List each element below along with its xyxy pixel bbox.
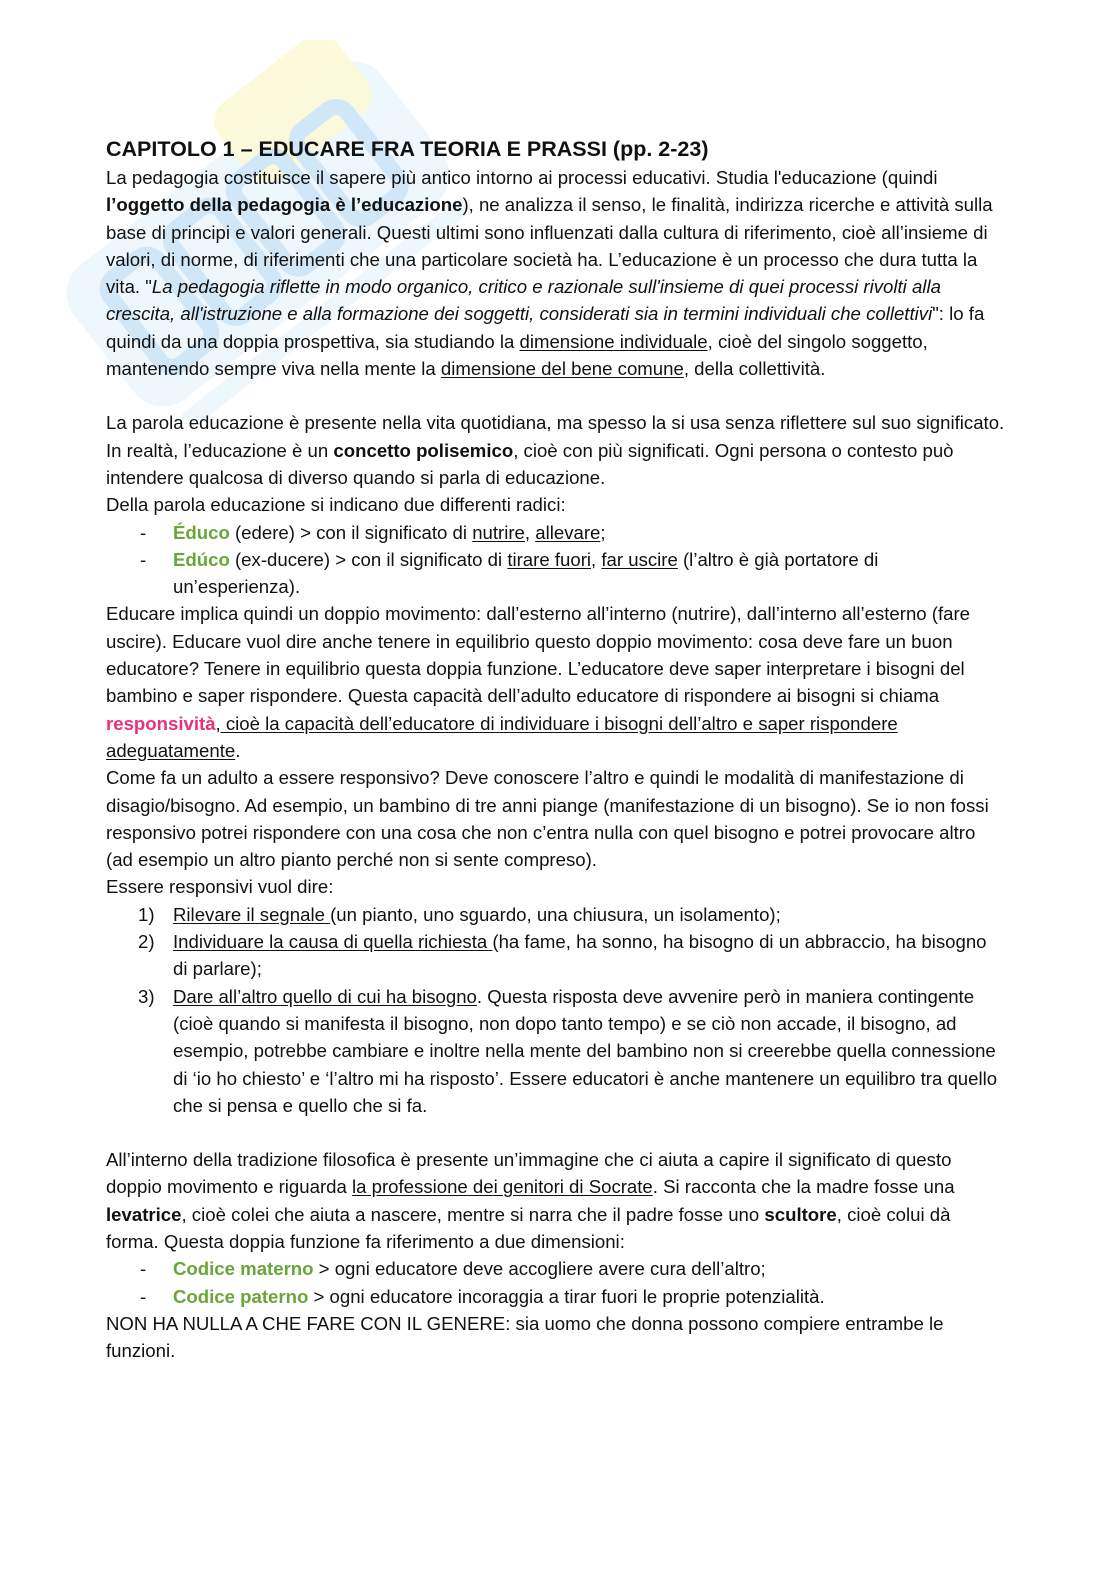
paragraph-socrate xyxy=(106,1146,1006,1255)
list-item xyxy=(106,546,1006,601)
text: . Si racconta che la madre fosse una xyxy=(652,1176,955,1198)
underlined-text: tirare fuori xyxy=(507,548,592,570)
text: (un pianto, uno sguardo, una chiusura, un isolamento); xyxy=(330,903,781,925)
italic-quote: La pedagogia riflette in modo organico, critico e razionale sull'insieme di quei processi rivolti alla crescita, all'istruzione e alla formazione dei soggetti, considerati sia in termini individuali che collettivi xyxy=(106,276,941,325)
list-marker: - xyxy=(140,1285,147,1307)
underlined-text: Dare all’altro quello di cui ha bisogno xyxy=(173,985,477,1007)
text: , cioè del singolo soggetto, mantenendo sempre viva nella mente la xyxy=(106,330,928,380)
steps-list xyxy=(106,901,1006,1119)
underlined-text: Individuare la causa di quella richiesta xyxy=(173,931,493,953)
paragraph-genere: NON HA NULLA A CHE FARE CON IL GENERE: sia uomo che donna possono compiere entrambe le funzioni. xyxy=(106,1312,944,1362)
text: . xyxy=(235,739,241,761)
highlight-term: Codice materno xyxy=(173,1258,314,1280)
text: Educare implica quindi un doppio movimento: dall’esterno all’interno (nutrire), dall’interno all’esterno (fare uscire). Educare vuol dire anche tenere in equilibrio questo doppio movimento: cosa deve fare un buon educatore? Tenere in equilibrio questa doppia funzione. L’educatore deve saper interpretare i bisogni del bambino e saper rispondere. Questa capacità dell’adulto educatore di rispondere ai bisogni si chiama xyxy=(106,603,971,707)
underlined-text: dimensione del bene comune xyxy=(440,358,684,380)
highlight-term: Edúco xyxy=(173,548,230,570)
bold-text: levatrice xyxy=(106,1203,182,1225)
chapter-title: CAPITOLO 1 – EDUCARE FRA TEORIA E PRASSI (pp. 2-23) xyxy=(106,137,709,161)
text: , cioè con più significati. Ogni persona o contesto può intendere qualcosa di diverso quando si parla di educazione. xyxy=(106,439,954,488)
list-item xyxy=(106,1283,1006,1310)
text: , cioè colei che aiuta a nascere, mentre si narra che il padre fosse uno xyxy=(181,1203,765,1225)
bold-text: scultore xyxy=(764,1203,837,1225)
underlined-text: , cioè la capacità dell’educatore di individuare i bisogni dell’altro e saper rispondere adeguatamente xyxy=(106,712,898,761)
text: > ogni educatore deve accogliere avere cura dell’altro; xyxy=(313,1258,766,1280)
highlight-term: Codice paterno xyxy=(173,1285,309,1307)
text: , xyxy=(524,521,536,543)
text: ": lo fa quindi da una doppia prospettiva, sia studiando la xyxy=(106,303,985,352)
list-item xyxy=(106,1255,1006,1282)
text: (ha fame, ha sonno, ha bisogno di un abbraccio, ha bisogno di parlare); xyxy=(173,931,987,980)
list-marker: 1) xyxy=(138,903,155,925)
list-marker: - xyxy=(140,548,147,570)
text: La pedagogia costituisce il sapere più antico intorno ai processi educativi. Studia l'educazione (quindi xyxy=(106,167,938,188)
paragraph-radici: Della parola educazione si indicano due differenti radici: xyxy=(106,494,566,516)
underlined-text: nutrire xyxy=(472,521,525,543)
underlined-text: dimensione individuale xyxy=(519,330,708,352)
highlight-term: Éduco xyxy=(173,521,230,543)
text: ), ne analizza il senso, le finalità, indirizza ricerche e attività sulla base di principi e valori generali. Questi ultimi sono influenzati dalla cultura di riferimento, cioè all’insieme di valori, di norme, di riferimenti che una particolare società ha. L’educazione è un processo che dura tutta la vita. " xyxy=(106,194,993,298)
roots-list xyxy=(106,519,1006,601)
codes-list xyxy=(106,1255,1006,1310)
text: . Questa risposta deve avvenire però in maniera contingente (cioè quando si manifesta il bisogno, non dopo tanto tempo) e se ciò non accade, il bisogno, ad esempio, potrebbe cambiare e inoltre nella mente del bambino non si creerebbe quella connessione di ‘io ho chiesto’ e ‘l’altro mi ha risposto’. Essere educatori è anche mantenere un equilibro tra quello che si pensa e quello che si fa. xyxy=(173,985,998,1116)
text: (edere) > con il significato di xyxy=(229,521,473,543)
list-marker: 2) xyxy=(138,931,155,953)
underlined-text: la professione dei genitori di Socrate xyxy=(352,1176,653,1198)
paragraph-polisemico xyxy=(106,409,1006,491)
text: (l’altro è già portatore di un’esperienza). xyxy=(173,548,879,598)
paragraph-intro xyxy=(106,164,1006,382)
text: , cioè colui dà forma. Questa doppia funzione fa riferimento a due dimensioni: xyxy=(106,1203,951,1252)
list-marker: 3) xyxy=(138,985,155,1007)
underlined-text: far uscire xyxy=(601,548,678,570)
text: (ex-ducere) > con il significato di xyxy=(229,548,508,570)
document-page xyxy=(106,134,1006,1364)
list-item xyxy=(106,519,1006,546)
list-item xyxy=(106,983,1006,1119)
paragraph-adulto-responsivo: Come fa un adulto a essere responsivo? Deve conoscere l’altro e quindi le modalità di manifestazione di disagio/bisogno. Ad esempio, un bambino di tre anni piange (manifestazione di un bisogno). Se io non fossi responsivo potrei rispondere con una cosa che non c’entra nulla con quel bisogno e potrei provocare altro (ad esempio un altro pianto perché non si sente compreso). xyxy=(106,767,989,871)
paragraph-responsivita xyxy=(106,600,1006,764)
text: ; xyxy=(600,521,606,543)
text: La parola educazione è presente nella vita quotidiana, ma spesso la si usa senza riflettere sul suo significato. In realtà, l’educazione è un xyxy=(106,412,1005,461)
text: All’interno della tradizione filosofica è presente un’immagine che ci aiuta a capire il significato di questo doppio movimento e riguarda xyxy=(106,1149,952,1198)
text: , xyxy=(591,548,602,570)
highlight-term: responsività xyxy=(106,712,216,734)
text: , della collettività. xyxy=(683,358,826,380)
bold-text: concetto polisemico xyxy=(333,439,514,461)
list-marker: - xyxy=(140,521,147,543)
list-item xyxy=(106,901,1006,928)
underlined-text: Rilevare il segnale xyxy=(173,903,331,925)
text: > ogni educatore incoraggia a tirar fuori le proprie potenzialità. xyxy=(308,1285,825,1307)
list-marker: - xyxy=(140,1258,147,1280)
list-item xyxy=(106,928,1006,983)
bold-text: l’oggetto della pedagogia è l’educazione xyxy=(106,194,463,216)
underlined-text: allevare xyxy=(535,521,601,543)
paragraph-essere-responsivi: Essere responsivi vuol dire: xyxy=(106,876,334,898)
